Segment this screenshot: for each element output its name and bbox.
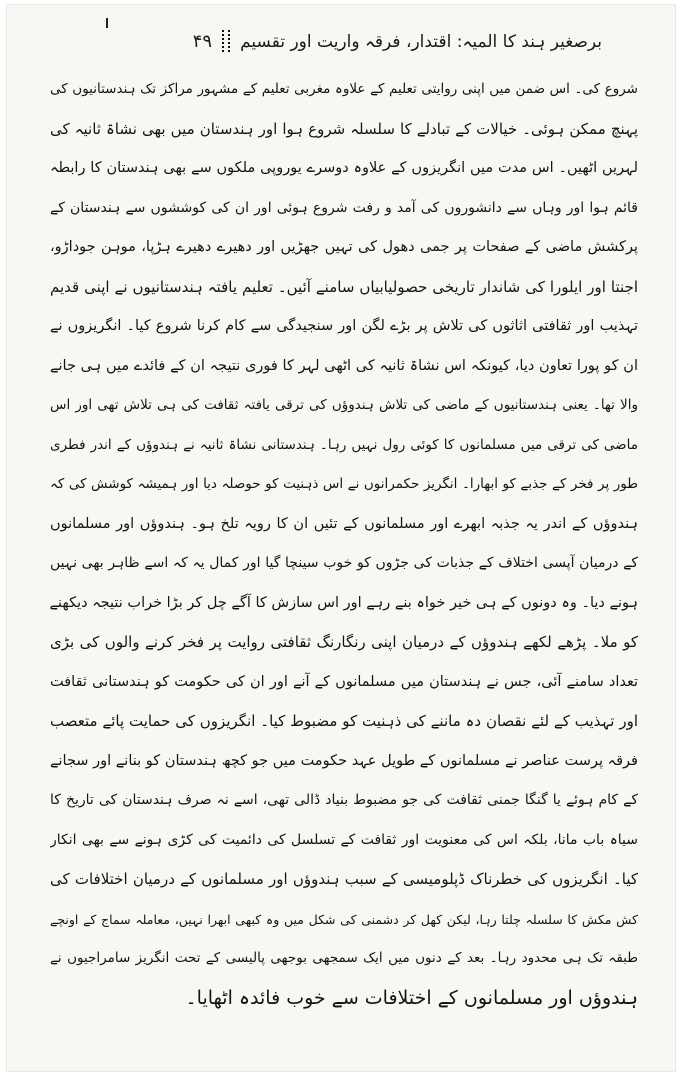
text-line: شروع کی۔ اس ضمن میں اپنی روایتی تعلیم کے علاوہ مغربی تعلیم کے مشہور مراکز تک ہندستانیوں کی [50,81,638,97]
text-line: تعداد سامنے آئی، جس نے ہندستان میں مسلمانوں کے آنے اور ان کی حکومت کو ہندستانی ثقافت [50,673,638,690]
text-line: کے کام ہوئے یا گنگا جمنی ثقافت کی جو مضبوط بنیاد ڈالی تھی، اسے نہ صرف ہندستان کی تاریخ کا [50,792,638,808]
text-line: قائم ہوا اور وہاں سے دانشوروں کی آمد و رفت شروع ہوئی اور ان کی کوششوں سے ہندستان کے [50,199,638,216]
text-line-last: ہندوؤں اور مسلمانوں کے اختلافات سے خوب فائدہ اٹھایا۔ [185,986,638,1009]
text-line: فرقہ پرست عناصر نے مسلمانوں کے طویل عہد حکومت میں جو کچھ ہندستان کو بنانے اور سجانے [50,752,638,769]
text-line: ہونے دیا۔ وہ دونوں کے ہی خیر خواہ بنے رہے اور اس سازش کا آگے چل کر بڑا خراب نتیجہ دیکھنے [50,594,638,611]
text-line: اجنتا اور ایلورا کی شاندار تاریخی حصولیابیاں سامنے آئیں۔ تعلیم یافتہ ہندستانیوں نے اپنی قدیم [50,277,638,296]
text-line: ہندوؤں کے اندر یہ جذبہ ابھرے اور مسلمانوں کے تئیں ان کا رویہ تلخ ہو۔ ہندوؤں اور مسلمانوں [50,515,638,532]
text-line: کیا۔ انگریزوں کی خطرناک ڈپلومیسی کے سبب ہندوؤں اور مسلمانوں کے درمیان اختلافات کی [50,870,638,888]
text-line: تہذیب اور ثقافتی اثاثوں کی تلاش پر بڑے لگن اور سنجیدگی سے کام کرنا شروع کیا۔ انگریزوں نے [50,318,638,334]
text-line: کش مکش کا سلسلہ چلتا رہا، لیکن کھل کر دشمنی کی شکل میں وہ کبھی ابھرا نہیں، معاملہ سماج کے اونچے [50,911,638,927]
page-number: ۴۹ [192,30,213,52]
text-line: اور تہذیب کے لئے نقصان دہ ماننے کی ذہنیت کو مضبوط کیا۔ انگریزوں کی حمایت پائے متعصب [50,712,638,730]
running-title: برصغیر ہند کا المیہ: اقتدار، فرقہ واریت اور تقسیم [240,31,602,52]
text-line: کو ملا۔ پڑھے لکھے ہندوؤں کے درمیان اپنی رنگارنگ ثقافتی روایت پر فخر کرنے والوں کی بڑی [50,633,638,651]
body-text [50,70,638,1018]
book-page [6,4,676,1072]
text-line: سیاہ باب مانا، بلکہ اس کی معنویت اور ثقافت کے تسلسل کی دائمیت کی کڑی ہونے سے بھی انکار [50,831,638,848]
text-line: لہریں اٹھیں۔ اس مدت میں انگریزوں کے علاوہ دوسرے یوروپی ملکوں سے بھی ہندستان کا رابطہ [50,160,638,176]
text-line: ماضی کی ترقی میں مسلمانوں کا کوئی رول نہیں رہا۔ ہندستانی نشاۃ ثانیہ نے ہندوؤں کے اندر فطری [50,436,638,453]
text-line: طور پر فخر کے جذبے کو ابھارا۔ انگریز حکمرانوں نے اس ذہنیت کو حوصلہ دیا اور ہمیشہ کوشش کی کہ [50,476,638,492]
text-line: طبقہ تک ہی محدود رہا۔ بعد کے دنوں میں ایک سمجھی بوجھی پالیسی کے تحت انگریز سامراجیوں نے [50,950,638,966]
header-separator [222,30,230,52]
running-header [50,20,602,62]
text-line: کے درمیان آپسی اختلاف کے جذبات کی جڑوں کو خوب سینچا گیا اور کمال یہ کہ اسے ظاہر بھی نہیں [50,555,638,571]
text-line: والا تھا۔ یعنی ہندستانیوں کے ماضی کی تلاش ہندوؤں کی ترقی یافتہ ثقافت کی ہی تلاش تھی اور اس [50,397,638,413]
text-line: پرکشش ماضی کے صفحات پر جمی دھول کی تہیں جھڑیں اور دھیرے دھیرے ہڑپا، موہن جوداڑو، [50,239,638,255]
text-line: پہنچ ممکن ہوئی۔ خیالات کے تبادلے کا سلسلہ شروع ہوا اور ہندستان میں بھی نشاۃ ثانیہ کی [50,119,638,138]
text-line: ان کو پورا تعاون دیا، کیونکہ اس نشاۃ ثانیہ کی اٹھی لہر کا فوری نتیجہ ان کے فائدے میں ہی جانے [50,357,638,374]
